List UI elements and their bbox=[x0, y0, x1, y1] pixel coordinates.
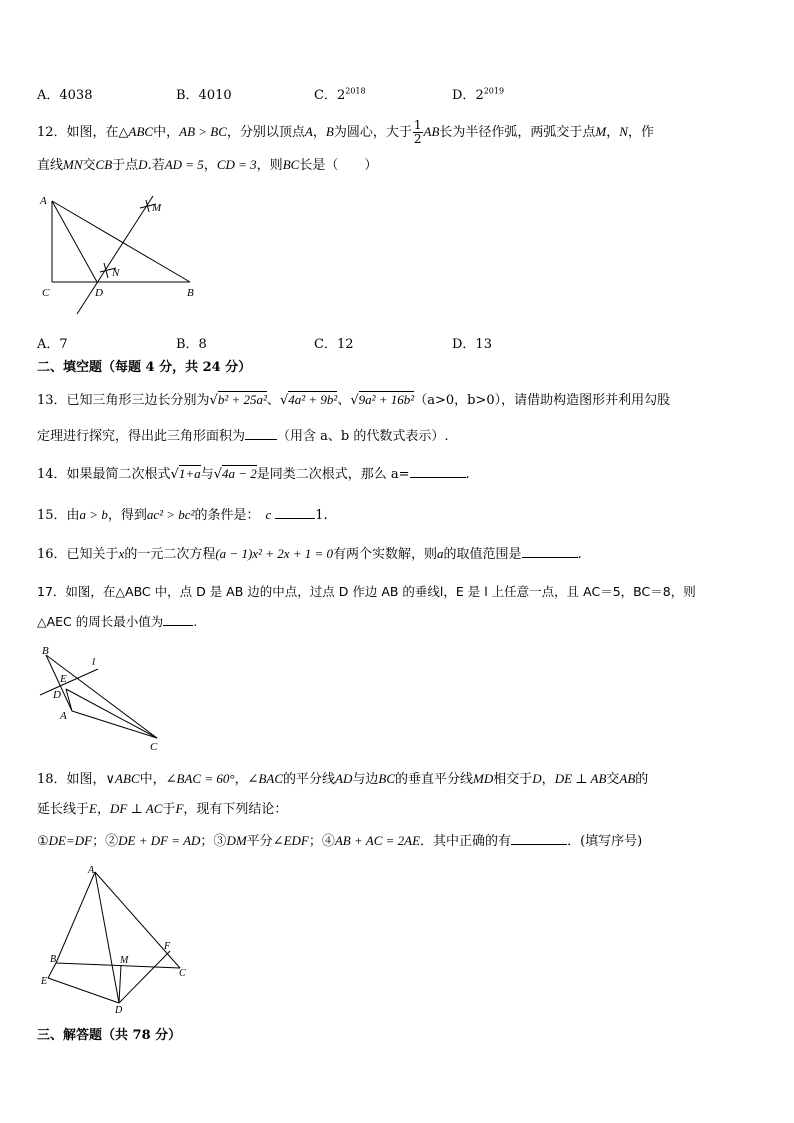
q17-line-1: 17．如图，在△ABC 中，点 D 是 AB 边的中点，过点 D 作边 AB 的垂线l，E 是 l 上任意一点，且 AC＝5，BC＝8，则 bbox=[37, 584, 696, 599]
q17-line-2: △AEC 的周长最小值为 . bbox=[37, 614, 198, 629]
q13-line-2: 定理进行探究，得出此三角形面积为 （用含 a、b 的代数式表示）. bbox=[37, 429, 449, 444]
q15-answer-blank[interactable] bbox=[275, 506, 315, 519]
section-2-heading: 二、填空题（每题 4 分，共 24 分） bbox=[37, 360, 252, 375]
q17-label-b: B bbox=[42, 645, 49, 657]
q18-label-b: B bbox=[50, 954, 57, 965]
q12-label-b: B bbox=[187, 287, 194, 299]
q17-label-a: A bbox=[60, 710, 67, 722]
q18-answer-blank[interactable] bbox=[511, 832, 567, 845]
q18-label-e: E bbox=[41, 976, 48, 987]
q12-label-n: N bbox=[112, 267, 120, 279]
q18-figure bbox=[35, 862, 195, 1020]
q18-label-m: M bbox=[120, 955, 129, 966]
q18-label-c: C bbox=[179, 968, 186, 979]
q13-line-1: 13．已知三角形三边长分别为√b² + 25a²、√4a² + 9b²、√9a² + 16b²（a>0，b>0），请借助构造图形并利用勾股 bbox=[37, 392, 671, 408]
q11-option-c: C．$2^{2018}$ bbox=[314, 86, 366, 103]
q18-label-d: D bbox=[115, 1005, 123, 1016]
q12-label-m: M bbox=[152, 202, 162, 214]
q18-label-f: F bbox=[164, 941, 171, 952]
q18-line-2: 延长线于E，DF ⊥ AC于F，现有下列结论： bbox=[37, 801, 288, 817]
q12-fraction: $\frac{1}{2}$ bbox=[413, 118, 422, 146]
q15-line: 15．由a > b，得到ac² > bc²的条件是： c 1. bbox=[37, 507, 328, 523]
q11-option-a: A．4038 bbox=[37, 88, 93, 103]
q12-option-d: D．13 bbox=[452, 337, 492, 352]
q17-answer-blank[interactable] bbox=[163, 613, 193, 626]
q17-label-d: D bbox=[53, 689, 61, 701]
q11-option-b: B．4010 bbox=[176, 88, 232, 103]
q12-option-c: C．12 bbox=[314, 337, 354, 352]
q17-label-l: l bbox=[92, 656, 96, 668]
q16-answer-blank[interactable] bbox=[522, 545, 578, 558]
q17-figure bbox=[30, 643, 170, 755]
q12-option-a: A．7 bbox=[37, 337, 68, 352]
q12-label-a: A bbox=[40, 195, 47, 207]
q14-answer-blank[interactable] bbox=[410, 465, 466, 478]
q12-line-1: 12．如图，在△ABC中，AB > BC，分别以顶点A，B为圆心，大于 $\frac{1}{2}$ AB长为半径作弧，两弧交于点M，N，作 bbox=[37, 118, 654, 146]
q12-line-2: 直线MN交CB于点D.若AD = 5，CD = 3，则BC长是（ ） bbox=[37, 157, 378, 173]
q18-line-3: ①DE=DF；②DE + DF = AD；③DM平分∠EDF；④AB + AC = 2AE．其中正确的有 ．(填写序号) bbox=[37, 833, 643, 849]
q12-option-b: B．8 bbox=[176, 337, 207, 352]
q18-label-a: A bbox=[88, 865, 95, 876]
q13-answer-blank[interactable] bbox=[245, 427, 277, 440]
q17-label-c: C bbox=[150, 741, 158, 753]
q12-label-c: C bbox=[42, 287, 50, 299]
q12-figure bbox=[35, 190, 210, 320]
section-3-heading: 三、解答题（共 78 分） bbox=[37, 1028, 182, 1043]
q11-option-d: D．$2^{2019}$ bbox=[452, 86, 505, 103]
q14-line: 14．如果最简二次根式√1+a与√4a − 2是同类二次根式，那么 a= . bbox=[37, 466, 470, 482]
q16-line: 16．已知关于x的一元二次方程(a − 1)x² + 2x + 1 = 0有两个实数解，则a的取值范围是 . bbox=[37, 546, 582, 562]
q17-label-e: E bbox=[60, 673, 67, 685]
q12-label-d: D bbox=[95, 287, 103, 299]
q18-line-1: 18．如图，∨ABC中，∠BAC = 60°，∠BAC的平分线AD与边BC的垂直平分线MD相交于D，DE ⊥ AB交AB的 bbox=[37, 771, 649, 787]
